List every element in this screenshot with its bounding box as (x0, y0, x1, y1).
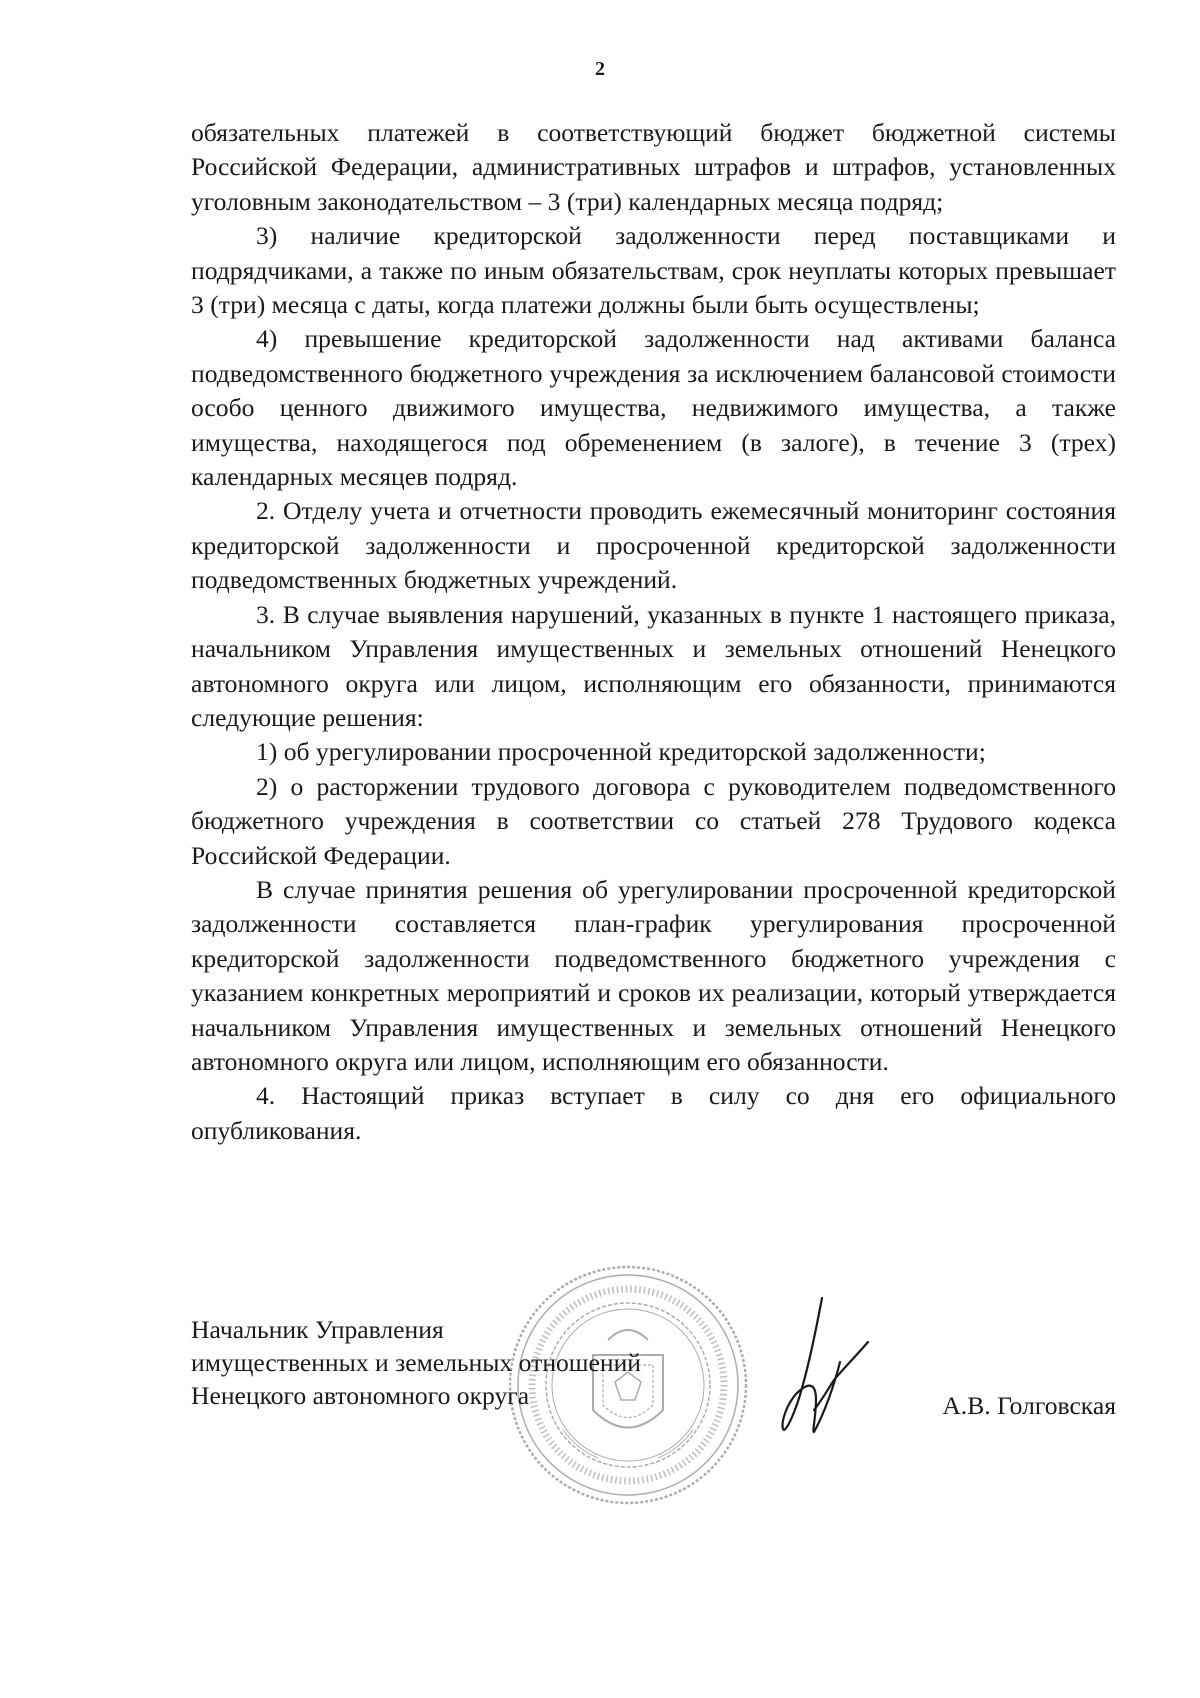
signatory-title-line: имущественных и земельных отношений (191, 1348, 641, 1377)
paragraph-clause-3: 3. В случае выявления нарушений, указанных в пункте 1 настоящего приказа, начальником Управления имущественных и земельных отношений Ненецкого автономного округа или лицом, исполняющим его обязанности, принимаются следующие решения: (191, 599, 1116, 732)
paragraph-decision-2: 2) о расторжении трудового договора с руководителем подведомственного бюджетного учреждения в соответствии со статьей 278 Трудового кодекса Российской Федерации. (191, 771, 1116, 870)
paragraph-decision-1: 1) об урегулировании просроченной кредиторской задолженности; (256, 737, 986, 767)
signatory-name: А.В. Голговская (942, 1391, 1116, 1420)
paragraph-item-3: 3) наличие кредиторской задолженности перед поставщиками и подрядчиками, а также по иным обязательствам, срок неуплаты которых превышает 3 (три) месяца с даты, когда платежи должны были быть осуществлены; (191, 221, 1116, 320)
document-body (191, 116, 1116, 1148)
paragraph-continuation: обязательных платежей в соответствующий бюджет бюджетной системы Российской Федерации, административных штрафов и штрафов, установленных уголовным законодательством – 3 (три) календарных месяца подряд; (191, 118, 1116, 216)
paragraph-clause-4: 4. Настоящий приказ вступает в силу со дня его официального опубликования. (191, 1081, 1116, 1145)
page-number: 2 (595, 58, 605, 80)
signatory-title-line: Ненецкого автономного округа (191, 1381, 530, 1410)
paragraph-clause-2: 2. Отделу учета и отчетности проводить ежемесячный мониторинг состояния кредиторской задолженности и просроченной кредиторской задолженности подведомственных бюджетных учреждений. (191, 496, 1116, 595)
paragraph-item-4: 4) превышение кредиторской задолженности над активами баланса подведомственного бюджетного учреждения за исключением балансовой стоимости особо ценного движимого имущества, недвижимого имущества, а также имущества, находящегося под обременением (в залоге), в течение 3 (трех) календарных месяцев подряд. (191, 324, 1116, 492)
paragraph-schedule: В случае принятия решения об урегулировании просроченной кредиторской задолженности составляется план-график урегулирования просроченной кредиторской задолженности подведомственного бюджетного учреждения с указанием конкретных мероприятий и сроков их реализации, который утверждается начальником Управления имущественных и земельных отношений Ненецкого автономного округа или лицом, исполняющим его обязанности. (191, 874, 1116, 1076)
signature-block (191, 1313, 1116, 1423)
signatory-title-line: Начальник Управления (191, 1315, 444, 1344)
signatory-title (191, 1313, 641, 1412)
